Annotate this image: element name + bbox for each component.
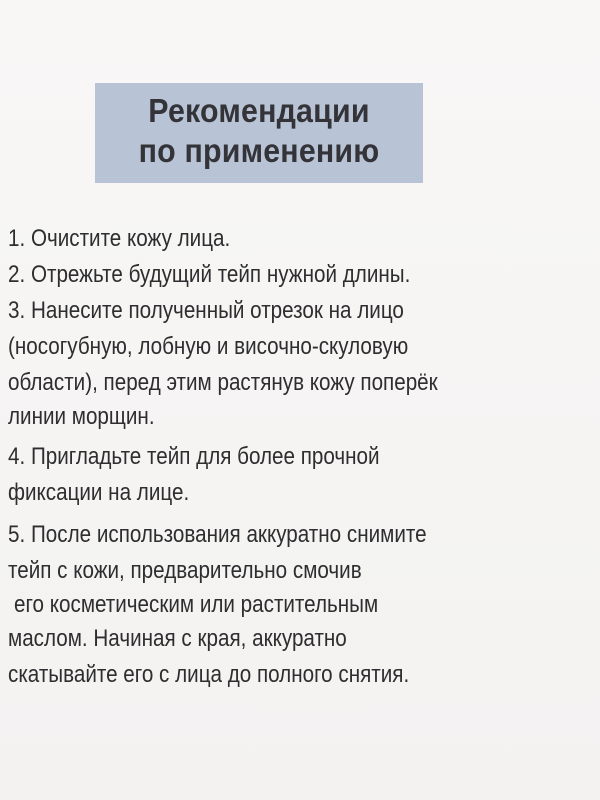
step-4-line-1: 4. Пригладьте тейп для более прочной [8, 443, 380, 470]
step-5-line-1: 5. После использования аккуратно снимите [8, 521, 427, 548]
title-line-1: Рекомендации [148, 92, 370, 129]
step-3-line-3: области), перед этим растянув кожу поперёк [8, 369, 438, 396]
step-3-line-4: линии морщин. [8, 403, 155, 430]
step-5-line-3: его косметическим или растительным [14, 591, 379, 618]
step-3-line-2: (носогубную, лобную и височно-скуловую [8, 333, 409, 360]
step-5-line-5: скатывайте его с лица до полного снятия. [8, 661, 410, 688]
step-5-line-2: тейп с кожи, предварительно смочив [8, 557, 362, 584]
title-line-2: по применению [138, 132, 380, 169]
step-3-line-1: 3. Нанесите полученный отрезок на лицо [8, 297, 404, 324]
step-2-line-1: 2. Отрежьте будущий тейп нужной длины. [8, 261, 411, 288]
step-5-line-4: маслом. Начиная с края, аккуратно [8, 625, 347, 652]
step-4-line-2: фиксации на лице. [8, 479, 190, 506]
step-1-line-1: 1. Очистите кожу лица. [8, 225, 231, 252]
